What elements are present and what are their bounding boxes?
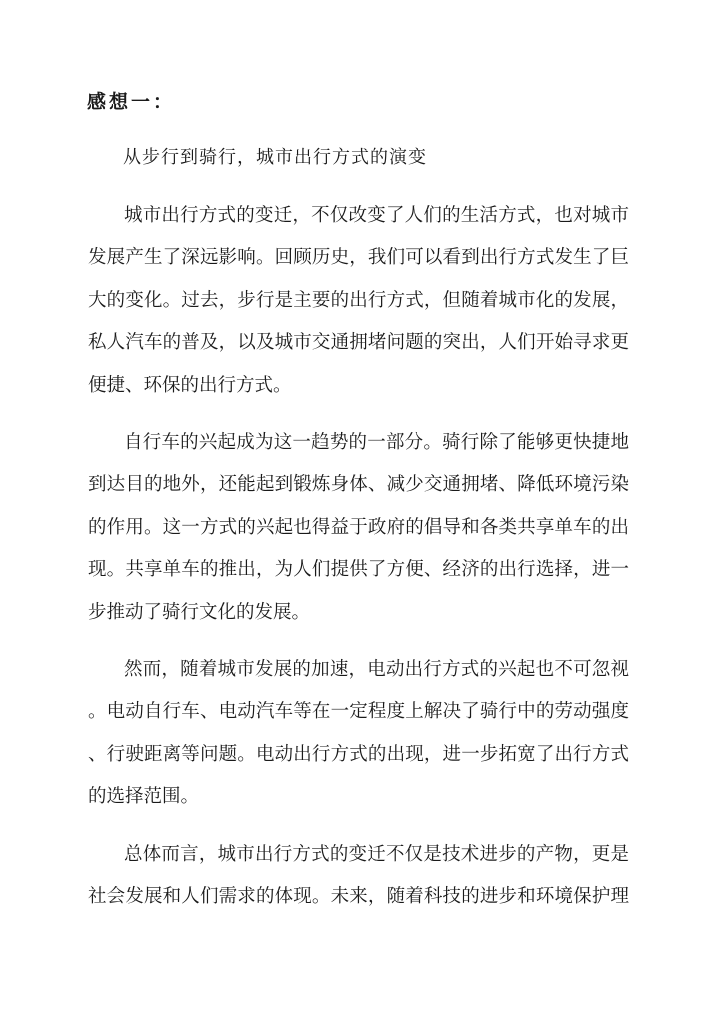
paragraph-2-line-4: 现。共享单车的推出，为人们提供了方便、经济的出行选择，进一 [88, 559, 629, 580]
section-heading: 感想一： [87, 91, 176, 113]
paragraph-1-line-3: 大的变化。过去，步行是主要的出行方式，但随着城市化的发展， [88, 290, 629, 311]
paragraph-4-line-2: 社会发展和人们需求的体现。未来，随着科技的进步和环境保护理 [88, 886, 629, 907]
paragraph-2-line-2: 到达目的地外，还能起到锻炼身体、减少交通拥堵、降低环境污染 [88, 474, 629, 495]
paragraph-3-line-3: 、行驶距离等问题。电动出行方式的出现，进一步拓宽了出行方式 [88, 744, 629, 765]
paragraph-4-line-1: 总体而言，城市出行方式的变迁不仅是技术进步的产物，更是 [124, 844, 629, 865]
paragraph-1-line-4: 私人汽车的普及，以及城市交通拥堵问题的突出，人们开始寻求更 [88, 332, 629, 353]
paragraph-1-line-5: 便捷、环保的出行方式。 [88, 375, 292, 396]
essay-title: 从步行到骑行，城市出行方式的演变 [123, 147, 427, 168]
paragraph-1-line-2: 发展产生了深远影响。回顾历史，我们可以看到出行方式发生了巨 [88, 247, 629, 268]
paragraph-2-line-1: 自行车的兴起成为这一趋势的一部分。骑行除了能够更快捷地 [124, 432, 629, 453]
paragraph-3-line-4: 的选择范围。 [88, 786, 200, 807]
paragraph-3-line-2: 。电动自行车、电动汽车等在一定程度上解决了骑行中的劳动强度 [88, 701, 629, 722]
paragraph-3-line-1: 然而，随着城市发展的加速，电动出行方式的兴起也不可忽视 [124, 659, 629, 680]
paragraph-2-line-3: 的作用。这一方式的兴起也得益于政府的倡导和各类共享单车的出 [88, 517, 629, 538]
paragraph-2-line-5: 步推动了骑行文化的发展。 [88, 602, 311, 623]
paragraph-1-line-1: 城市出行方式的变迁，不仅改变了人们的生活方式，也对城市 [124, 205, 629, 226]
